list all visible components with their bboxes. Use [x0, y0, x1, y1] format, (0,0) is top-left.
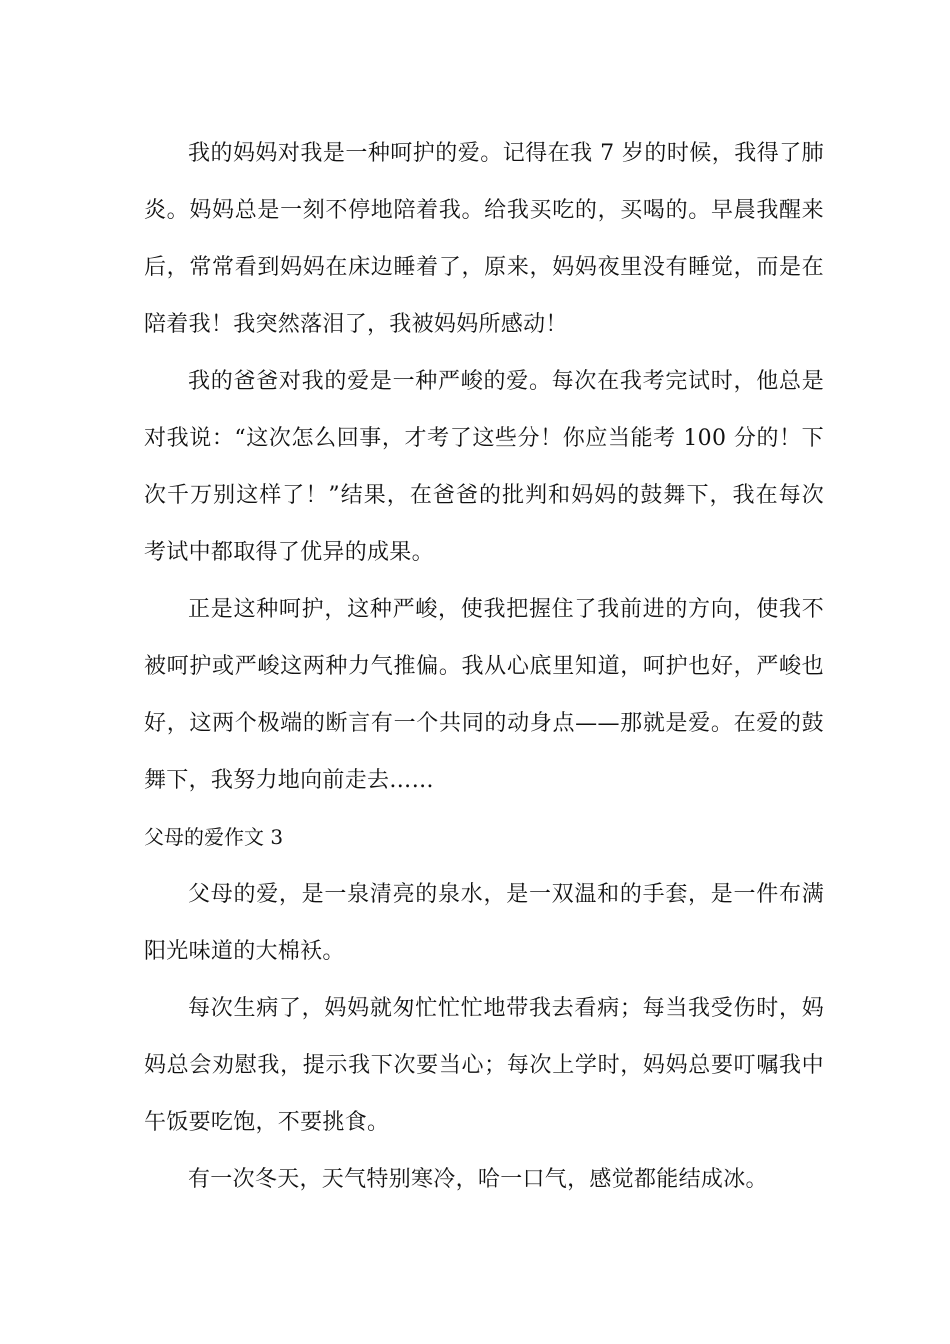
- paragraph-mother-daily: 每次生病了，妈妈就匆忙忙忙地带我去看病；每当我受伤时，妈妈总会劝慰我，提示我下次要当心；每次上学时，妈妈总要叮嘱我中午饭要吃饱，不要挑食。: [144, 996, 824, 1135]
- paragraph-mother-care: 我的妈妈对我是一种呵护的爱。记得在我 7 岁的时候，我得了肺炎。妈妈总是一刻不停地陪着我。给我买吃的，买喝的。早晨我醒来后，常常看到妈妈在床边睡着了，原来，妈妈夜里没有睡觉，而是在陪着我！我突然落泪了，我被妈妈所感动！: [144, 141, 824, 337]
- section-title: 父母的爱作文 3: [144, 825, 284, 849]
- paragraph-winter: 有一次冬天，天气特别寒冷，哈一口气，感觉都能结成冰。: [188, 1167, 768, 1192]
- paragraph-parents-love: 父母的爱，是一泉清亮的泉水，是一双温和的手套，是一件布满阳光味道的大棉袄。: [144, 882, 824, 964]
- document-body: [144, 125, 824, 1208]
- paragraph-father-strict: 我的爸爸对我的爱是一种严峻的爱。每次在我考完试时，他总是对我说：“这次怎么回事，才考了这些分！你应当能考 100 分的！下次千万别这样了！”结果，在爸爸的批判和妈妈的鼓舞下，我在每次考试中都取得了优异的成果。: [144, 369, 824, 565]
- paragraph-love-direction: 正是这种呵护，这种严峻，使我把握住了我前进的方向，使我不被呵护或严峻这两种力气推偏。我从心底里知道，呵护也好，严峻也好，这两个极端的断言有一个共同的动身点——那就是爱。在爱的鼓舞下，我努力地向前走去……: [144, 597, 824, 793]
